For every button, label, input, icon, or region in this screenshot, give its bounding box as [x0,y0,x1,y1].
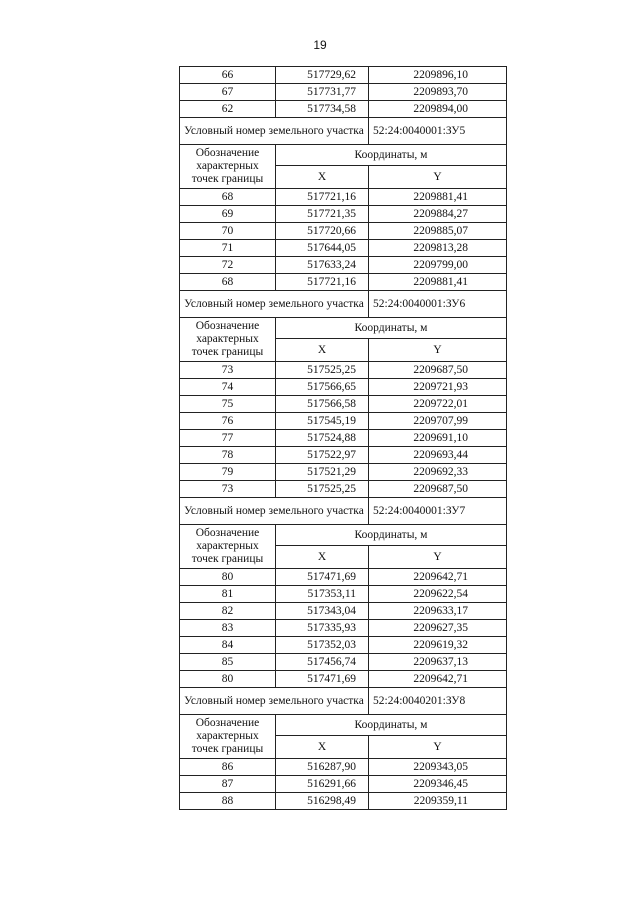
x-value: 517525,25 [276,481,369,498]
x-value: 517545,19 [276,413,369,430]
y-value: 2209693,44 [369,447,507,464]
table-row [180,586,507,603]
point-id: 70 [180,223,276,240]
y-value: 2209642,71 [369,671,507,688]
point-id: 68 [180,274,276,291]
y-value: 2209692,33 [369,464,507,481]
point-id: 71 [180,240,276,257]
table-row [180,430,507,447]
table-row [180,257,507,274]
header-row [180,318,507,339]
table-row [180,759,507,776]
x-value: 517734,58 [276,101,369,118]
table-row [180,362,507,379]
point-id: 79 [180,464,276,481]
parcel-number: 52:24:0040001:ЗУ7 [369,498,507,525]
y-value: 2209707,99 [369,413,507,430]
point-designation-header: Обозначение характерных точек границы [180,318,276,362]
y-value: 2209894,00 [369,101,507,118]
parcel-number-label: Условный номер земельного участка [180,118,369,145]
y-header: Y [369,166,507,189]
x-value: 517525,25 [276,362,369,379]
table-row [180,654,507,671]
parcel-number-label: Условный номер земельного участка [180,498,369,525]
y-value: 2209893,70 [369,84,507,101]
x-value: 517731,77 [276,84,369,101]
y-value: 2209687,50 [369,362,507,379]
point-id: 80 [180,671,276,688]
table-row [180,620,507,637]
x-value: 517471,69 [276,569,369,586]
x-value: 516298,49 [276,793,369,810]
parcel-number: 52:24:0040201:ЗУ8 [369,688,507,715]
point-designation-header: Обозначение характерных точек границы [180,715,276,759]
x-value: 517335,93 [276,620,369,637]
header-row [180,525,507,546]
x-value: 517721,35 [276,206,369,223]
y-value: 2209619,32 [369,637,507,654]
y-value: 2209881,41 [369,189,507,206]
table-row [180,413,507,430]
point-id: 82 [180,603,276,620]
table-row [180,793,507,810]
x-header: X [276,166,369,189]
y-value: 2209722,01 [369,396,507,413]
y-value: 2209359,11 [369,793,507,810]
coordinates-header: Координаты, м [276,145,507,166]
point-id: 78 [180,447,276,464]
x-value: 517353,11 [276,586,369,603]
x-value: 517633,24 [276,257,369,274]
x-value: 517729,62 [276,67,369,84]
point-id: 87 [180,776,276,793]
coordinates-table [179,66,507,810]
y-header: Y [369,339,507,362]
table-row [180,67,507,84]
y-value: 2209622,54 [369,586,507,603]
table-row [180,84,507,101]
point-id: 73 [180,362,276,379]
table-row [180,240,507,257]
point-id: 69 [180,206,276,223]
point-id: 76 [180,413,276,430]
parcel-number-label: Условный номер земельного участка [180,291,369,318]
x-value: 517721,16 [276,189,369,206]
x-value: 517566,65 [276,379,369,396]
table-row [180,274,507,291]
point-id: 75 [180,396,276,413]
coordinates-header: Координаты, м [276,318,507,339]
x-value: 517456,74 [276,654,369,671]
point-id: 83 [180,620,276,637]
point-id: 68 [180,189,276,206]
point-id: 84 [180,637,276,654]
coordinates-header: Координаты, м [276,715,507,736]
table-row [180,396,507,413]
point-id: 86 [180,759,276,776]
point-id: 88 [180,793,276,810]
x-value: 517720,66 [276,223,369,240]
point-id: 67 [180,84,276,101]
header-row [180,145,507,166]
y-value: 2209896,10 [369,67,507,84]
table-row [180,569,507,586]
y-value: 2209721,93 [369,379,507,396]
point-id: 77 [180,430,276,447]
y-value: 2209813,28 [369,240,507,257]
table-row [180,379,507,396]
y-value: 2209343,05 [369,759,507,776]
y-value: 2209637,13 [369,654,507,671]
x-value: 517352,03 [276,637,369,654]
coordinates-header: Координаты, м [276,525,507,546]
y-value: 2209884,27 [369,206,507,223]
y-value: 2209691,10 [369,430,507,447]
parcel-number: 52:24:0040001:ЗУ5 [369,118,507,145]
point-id: 62 [180,101,276,118]
y-value: 2209881,41 [369,274,507,291]
y-value: 2209346,45 [369,776,507,793]
page-number: 19 [313,38,327,52]
parcel-row [180,291,507,318]
y-value: 2209642,71 [369,569,507,586]
point-id: 74 [180,379,276,396]
table-row [180,206,507,223]
y-value: 2209627,35 [369,620,507,637]
y-header: Y [369,736,507,759]
table-row [180,464,507,481]
table-row [180,776,507,793]
point-id: 85 [180,654,276,671]
table-row [180,481,507,498]
header-row [180,715,507,736]
point-id: 73 [180,481,276,498]
point-id: 72 [180,257,276,274]
x-value: 517521,29 [276,464,369,481]
x-header: X [276,736,369,759]
point-id: 66 [180,67,276,84]
table-row [180,101,507,118]
point-id: 80 [180,569,276,586]
y-value: 2209799,00 [369,257,507,274]
x-value: 517721,16 [276,274,369,291]
x-value: 517343,04 [276,603,369,620]
point-designation-header: Обозначение характерных точек границы [180,145,276,189]
x-value: 517524,88 [276,430,369,447]
table-row [180,671,507,688]
table-row [180,447,507,464]
table-row [180,189,507,206]
table-row [180,223,507,240]
y-value: 2209687,50 [369,481,507,498]
parcel-number-label: Условный номер земельного участка [180,688,369,715]
x-header: X [276,546,369,569]
parcel-row [180,498,507,525]
y-header: Y [369,546,507,569]
x-value: 517644,05 [276,240,369,257]
table-row [180,637,507,654]
x-value: 516287,90 [276,759,369,776]
y-value: 2209885,07 [369,223,507,240]
point-designation-header: Обозначение характерных точек границы [180,525,276,569]
coordinates-table-body [180,67,507,810]
table-row [180,603,507,620]
point-id: 81 [180,586,276,603]
y-value: 2209633,17 [369,603,507,620]
parcel-row [180,118,507,145]
x-value: 517566,58 [276,396,369,413]
x-value: 517522,97 [276,447,369,464]
x-value: 516291,66 [276,776,369,793]
x-header: X [276,339,369,362]
x-value: 517471,69 [276,671,369,688]
parcel-number: 52:24:0040001:ЗУ6 [369,291,507,318]
parcel-row [180,688,507,715]
